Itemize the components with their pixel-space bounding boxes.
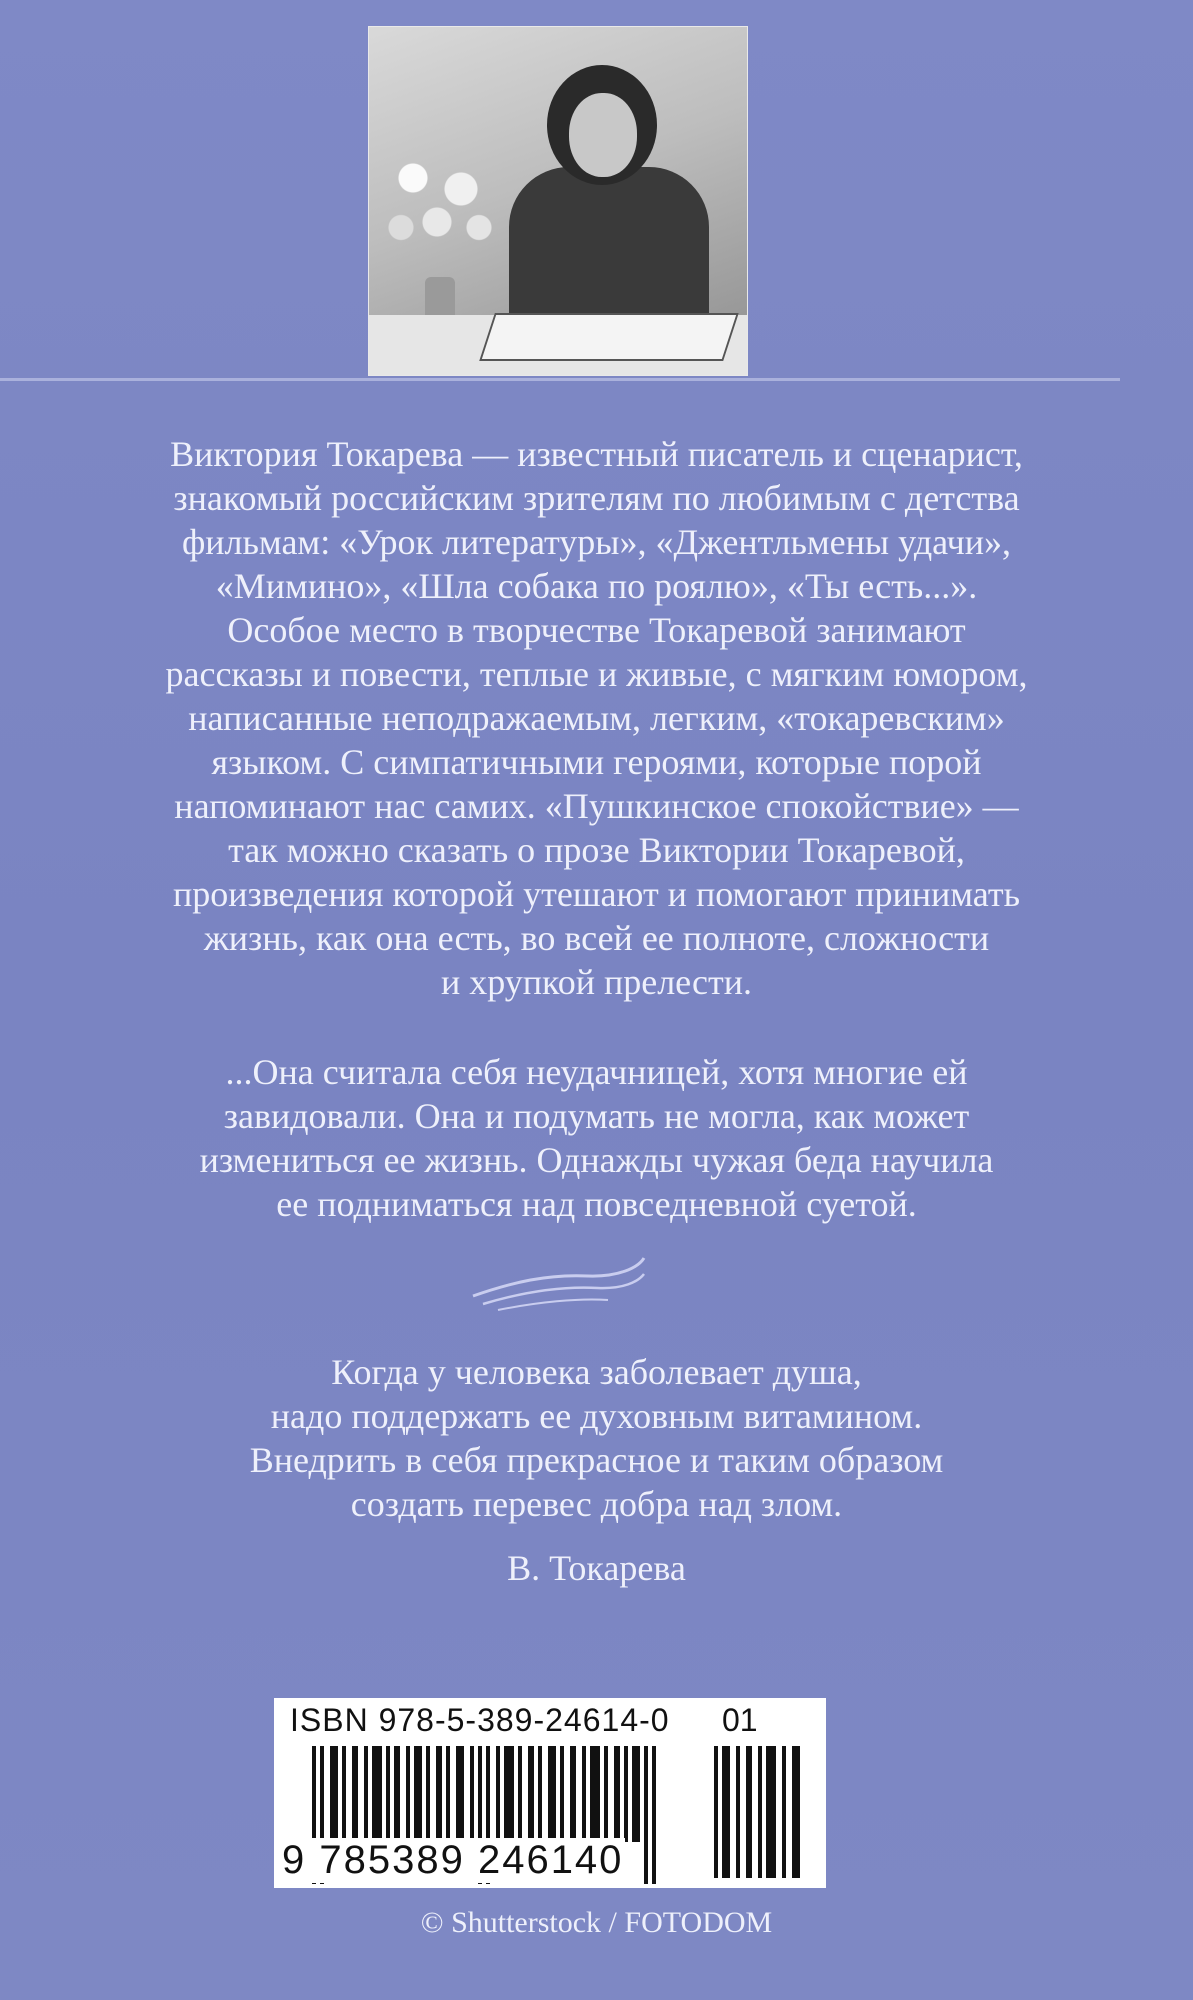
author-quote — [20, 1350, 1173, 1526]
bio-line: напоминают нас самих. «Пушкинское спокойствие» — — [174, 786, 1019, 826]
quote-line: надо поддержать ее духовным витамином. — [270, 1396, 923, 1436]
open-book — [479, 313, 739, 361]
excerpt-line: ...Она считала себя неудачницей, хотя многие ей — [225, 1052, 968, 1092]
bio-line: произведения которой утешают и помогают принимать — [172, 874, 1021, 914]
barcode-addon: 01 — [722, 1702, 758, 1738]
bio-line: «Мимино», «Шла собака по роялю», «Ты есть...». — [215, 566, 978, 606]
photo-credit: © Shutterstock / FOTODOM — [420, 1906, 773, 1939]
quote-author: В. Токарева — [507, 1548, 686, 1588]
divider-line — [0, 378, 1120, 381]
bio-line: языком. С симпатичными героями, которые порой — [211, 742, 982, 782]
bio-line: так можно сказать о прозе Виктории Токаревой, — [228, 830, 965, 870]
author-face — [569, 93, 637, 177]
bio-line: жизнь, как она есть, во всей ее полноте, сложности — [203, 918, 990, 958]
bio-line: рассказы и повести, теплые и живые, с мягким юмором, — [165, 654, 1028, 694]
bio-line: написанные неподражаемым, легким, «токаревским» — [188, 698, 1005, 738]
author-figure — [509, 167, 709, 327]
barcode-digits: 9 785389 246140 — [282, 1838, 624, 1882]
excerpt-line: ее подниматься над повседневной суетой. — [276, 1184, 917, 1224]
bio-line: Особое место в творчестве Токаревой занимают — [227, 610, 966, 650]
bio-line: и хрупкой прелести. — [440, 962, 753, 1002]
author-bio — [20, 432, 1173, 1004]
bio-line: знакомый российским зрителям по любимым с детства — [173, 478, 1020, 518]
book-excerpt — [20, 1050, 1173, 1226]
quote-line: создать перевес добра над злом. — [350, 1484, 843, 1524]
isbn-barcode — [274, 1698, 826, 1888]
flowers-bouquet — [377, 145, 497, 255]
bio-line: фильмам: «Урок литературы», «Джентльмены удачи», — [181, 522, 1012, 562]
isbn-number: ISBN 978-5-389-24614-0 — [290, 1702, 670, 1738]
excerpt-line: измениться ее жизнь. Однажды чужая беда научила — [199, 1140, 994, 1180]
author-photo — [368, 26, 748, 376]
wave-ornament-icon — [468, 1252, 648, 1312]
bio-line: Виктория Токарева — известный писатель и сценарист, — [170, 434, 1023, 474]
quote-line: Когда у человека заболевает душа, — [331, 1352, 862, 1392]
addon-bars — [710, 1746, 810, 1878]
quote-line: Внедрить в себя прекрасное и таким образом — [249, 1440, 944, 1480]
excerpt-line: завидовали. Она и подумать не могла, как может — [223, 1096, 970, 1136]
